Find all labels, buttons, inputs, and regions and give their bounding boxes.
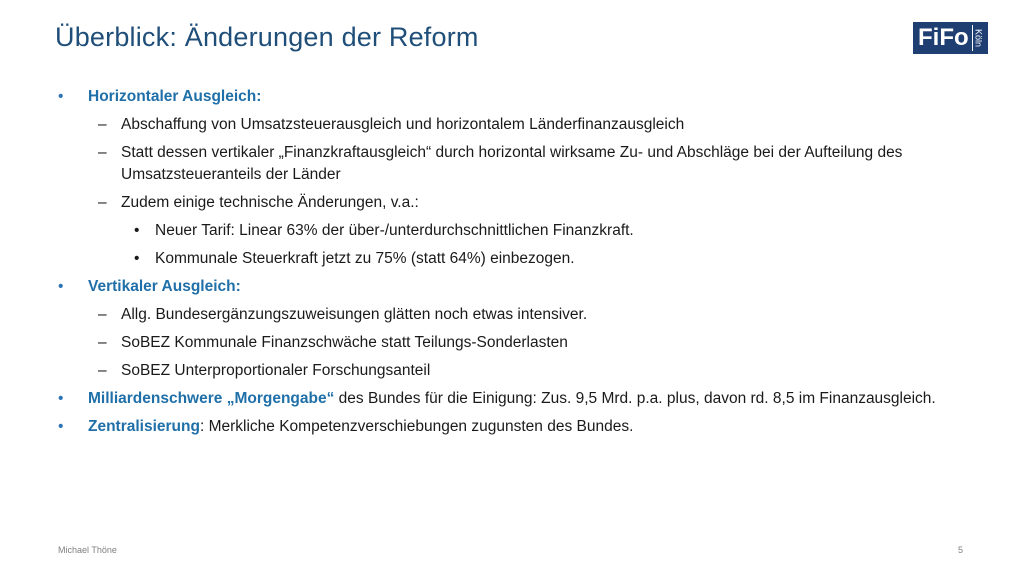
sub-bullet <box>58 304 988 326</box>
page-number: 5 <box>958 545 964 555</box>
sub-sub-bullet-text: Kommunale Steuerkraft jetzt zu 75% (statt 64%) einbezogen. <box>155 250 575 267</box>
sub-bullet-text: SoBEZ Kommunale Finanzschwäche statt Teilungs-Sonderlasten <box>121 334 568 351</box>
bullet-heading: Vertikaler Ausgleich: <box>88 278 241 295</box>
bullet-marker: • <box>134 222 140 239</box>
bullet-text: : Merkliche Kompetenzverschiebungen zugunsten des Bundes. <box>199 418 634 435</box>
bullet-marker: • <box>58 418 64 435</box>
bullet-list <box>58 86 988 444</box>
bullet-heading: Horizontaler Ausgleich: <box>88 88 262 105</box>
sub-bullet <box>58 142 988 186</box>
sub-bullet <box>58 360 988 382</box>
dash-marker: – <box>98 194 107 211</box>
bullet-zentralisierung <box>58 416 988 438</box>
sub-sub-bullet-text: Neuer Tarif: Linear 63% der über-/unterdurchschnittlichen Finanzkraft. <box>155 222 634 239</box>
sub-bullet <box>58 114 988 136</box>
sub-bullet <box>58 332 988 354</box>
dash-marker: – <box>98 306 107 323</box>
sub-bullet <box>58 192 988 214</box>
footer-author: Michael Thöne <box>58 545 117 555</box>
slide-title: Überblick: Änderungen der Reform <box>55 22 479 52</box>
sub-bullet-text: SoBEZ Unterproportionaler Forschungsanteil <box>121 362 431 379</box>
bullet-heading: Zentralisierung <box>88 418 200 435</box>
bullet-vertikaler-ausgleich <box>58 276 988 298</box>
dash-marker: – <box>98 116 107 133</box>
bullet-horizontal-ausgleich <box>58 86 988 108</box>
dash-marker: – <box>98 362 107 379</box>
sub-sub-bullet <box>58 248 988 270</box>
bullet-text: des Bundes für die Einigung: Zus. 9,5 Mrd. p.a. plus, davon rd. 8,5 im Finanzausgleich. <box>334 390 936 407</box>
dash-marker: – <box>98 144 107 161</box>
bullet-marker: • <box>58 278 64 295</box>
bullet-marker: • <box>134 250 140 267</box>
bullet-morgengabe <box>58 388 988 410</box>
dash-marker: – <box>98 334 107 351</box>
sub-bullet-text: Statt dessen vertikaler „Finanzkraftausgleich“ durch horizontal wirksame Zu- und Abschläge bei der Aufteilung des Umsatzsteueranteils der Länder <box>121 144 903 183</box>
bullet-marker: • <box>58 88 64 105</box>
bullet-heading: Milliardenschwere „Morgengabe“ <box>88 390 335 407</box>
sub-sub-bullet <box>58 220 988 242</box>
sub-bullet-text: Zudem einige technische Änderungen, v.a.: <box>121 194 419 211</box>
sub-bullet-text: Allg. Bundesergänzungszuweisungen glätten noch etwas intensiver. <box>121 306 588 323</box>
bullet-marker: • <box>58 390 64 407</box>
logo-main-text: FiFo <box>918 24 969 51</box>
fifo-logo <box>913 22 988 54</box>
sub-bullet-text: Abschaffung von Umsatzsteuerausgleich und horizontalem Länderfinanzausgleich <box>121 116 685 133</box>
logo-side-text: Köln <box>972 25 984 51</box>
